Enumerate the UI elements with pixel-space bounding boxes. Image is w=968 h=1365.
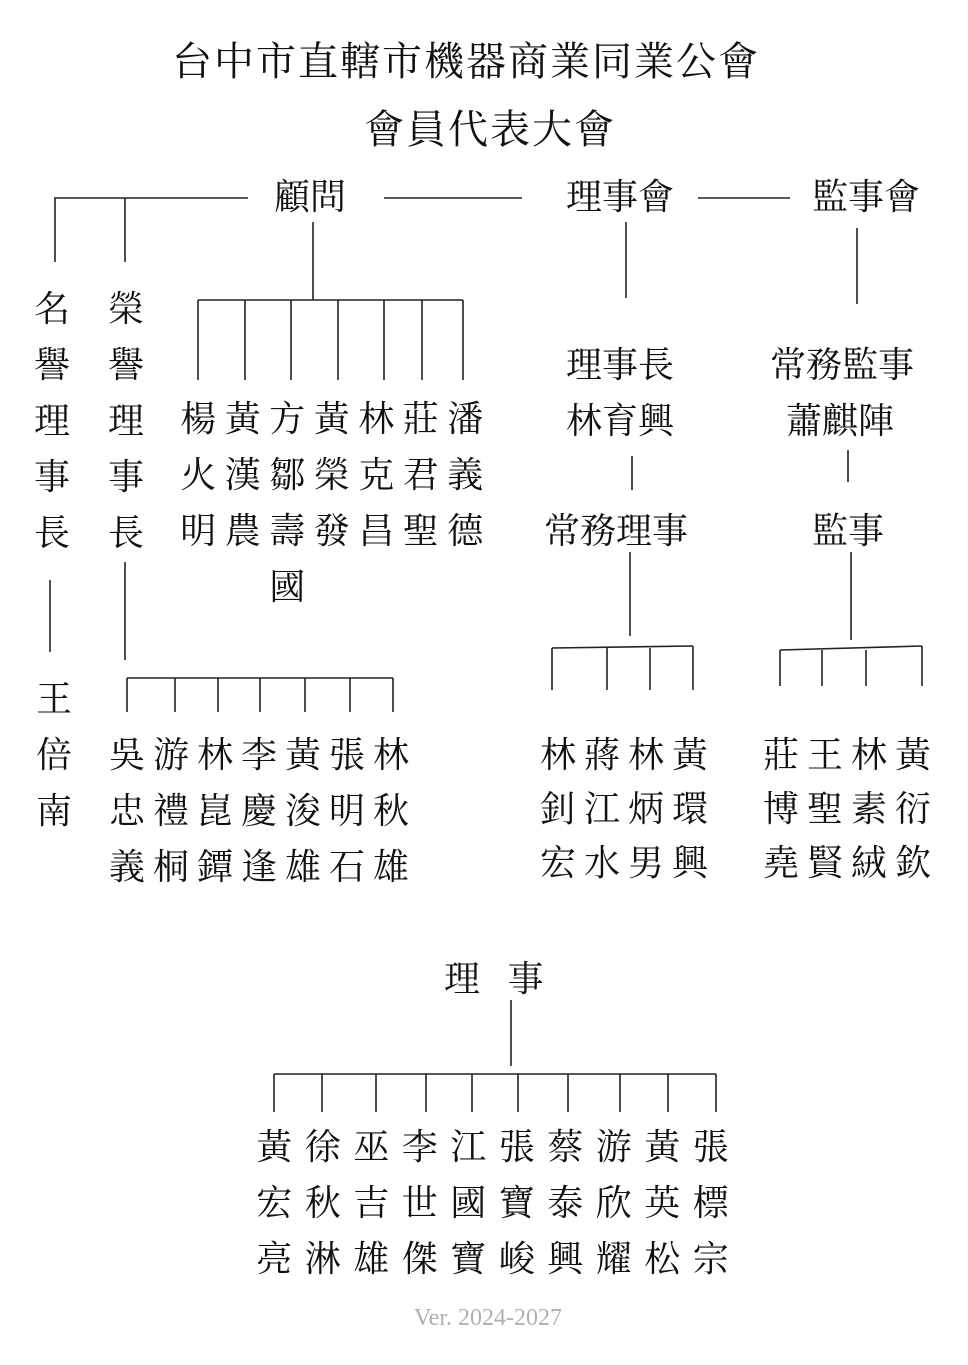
name-char: 游 — [595, 1127, 632, 1168]
name-column — [221, 399, 266, 626]
name-char: 雄 — [372, 847, 409, 888]
name-char: 亮 — [256, 1239, 293, 1280]
name-char: 雄 — [353, 1239, 390, 1280]
name-char: 壽 — [269, 511, 306, 552]
name-char: 克 — [358, 455, 395, 496]
name-char: 義 — [447, 455, 484, 496]
name-char: 莊 — [402, 399, 439, 440]
name-char: 黃 — [644, 1127, 681, 1168]
name-char: 漢 — [224, 455, 261, 496]
name-column — [399, 399, 444, 626]
standing-supervisor-name: 蕭麒陣 — [786, 401, 895, 442]
name-column — [624, 735, 668, 900]
name-char: 泰 — [547, 1183, 584, 1224]
chairman-name: 林育興 — [566, 401, 675, 442]
name-char: 蔡 — [547, 1127, 584, 1168]
name-char: 吉 — [353, 1183, 390, 1224]
name-char: 王 — [806, 735, 843, 776]
name-char: 淋 — [304, 1239, 341, 1280]
name-column — [536, 735, 580, 900]
name-char: 釗 — [539, 789, 576, 830]
name-column — [176, 399, 221, 626]
name-char: 桐 — [152, 847, 189, 888]
name-char: 徐 — [304, 1127, 341, 1168]
name-column — [580, 735, 624, 900]
name-char: 林 — [627, 735, 664, 776]
name-char: 君 — [402, 455, 439, 496]
name-column — [396, 1127, 445, 1298]
name-column — [354, 399, 399, 626]
name-char: 江 — [450, 1127, 487, 1168]
name-char: 環 — [671, 789, 708, 830]
advisor-node: 顧問 — [274, 177, 347, 218]
name-char: 宏 — [256, 1183, 293, 1224]
name-char: 林 — [372, 735, 409, 776]
chart-title-line2: 會員代表大會 — [364, 107, 616, 153]
name-char: 林 — [539, 735, 576, 776]
name-char: 黃 — [284, 735, 321, 776]
name-column — [444, 1127, 493, 1298]
chart-title-line1: 台中市直轄市機器商業同業公會 — [172, 39, 760, 85]
name-char: 衍 — [894, 789, 931, 830]
name-char: 素 — [850, 789, 887, 830]
standing-directors-names — [536, 735, 712, 900]
name-char: 慶 — [240, 791, 277, 832]
name-column — [668, 735, 712, 900]
name-char: 秋 — [372, 791, 409, 832]
name-column — [265, 399, 310, 626]
name-char: 李 — [240, 735, 277, 776]
name-char: 寶 — [450, 1239, 487, 1280]
name-char: 黃 — [894, 735, 931, 776]
name-column — [299, 1127, 348, 1298]
name-char: 明 — [180, 511, 217, 552]
name-column — [638, 1127, 687, 1298]
name-char: 昌 — [358, 511, 395, 552]
name-column — [891, 735, 935, 900]
name-char: 林 — [358, 399, 395, 440]
name-char: 博 — [762, 789, 799, 830]
name-char: 標 — [692, 1183, 729, 1224]
name-char: 賢 — [806, 843, 843, 884]
name-char: 堯 — [762, 843, 799, 884]
name-char: 忠 — [108, 791, 145, 832]
name-char: 李 — [401, 1127, 438, 1168]
name-char: 莊 — [762, 735, 799, 776]
name-char: 聖 — [806, 789, 843, 830]
name-char: 潘 — [447, 399, 484, 440]
honorary-chairman-title: 名 譽 理 事 長 — [34, 289, 71, 554]
standing-supervisor-title: 常務監事 — [770, 345, 915, 386]
name-char: 鄒 — [269, 455, 306, 496]
name-char: 峻 — [498, 1239, 535, 1280]
name-column — [493, 1127, 542, 1298]
name-column — [250, 1127, 299, 1298]
name-column — [193, 735, 237, 906]
name-char: 興 — [671, 843, 708, 884]
name-char: 蔣 — [583, 735, 620, 776]
name-char: 明 — [328, 791, 365, 832]
name-char: 巫 — [353, 1127, 390, 1168]
name-char: 張 — [692, 1127, 729, 1168]
name-char: 林 — [850, 735, 887, 776]
name-char: 榮 — [313, 455, 350, 496]
name-char: 農 — [224, 511, 261, 552]
name-column — [803, 735, 847, 900]
name-char: 英 — [644, 1183, 681, 1224]
name-char: 松 — [644, 1239, 681, 1280]
name-char: 國 — [269, 567, 306, 608]
supervisor-names — [759, 735, 935, 900]
name-column — [847, 735, 891, 900]
name-column — [325, 735, 369, 906]
directors-names — [250, 1127, 735, 1298]
name-char: 火 — [180, 455, 217, 496]
name-char: 宏 — [539, 843, 576, 884]
name-char: 國 — [450, 1183, 487, 1224]
directors-title: 理 事 — [444, 959, 552, 1000]
name-char: 炳 — [627, 789, 664, 830]
name-char: 黃 — [224, 399, 261, 440]
name-char: 石 — [328, 847, 365, 888]
name-column — [541, 1127, 590, 1298]
name-char: 方 — [269, 399, 306, 440]
name-char: 世 — [401, 1183, 438, 1224]
name-char: 鐔 — [196, 847, 233, 888]
name-char: 游 — [152, 735, 189, 776]
honorary-chairman-name: 王 倍 南 — [36, 679, 73, 832]
name-column — [347, 1127, 396, 1298]
name-char: 禮 — [152, 791, 189, 832]
name-column — [105, 735, 149, 906]
name-char: 江 — [583, 789, 620, 830]
version-label: Ver. 2024-2027 — [414, 1305, 562, 1331]
name-char: 聖 — [402, 511, 439, 552]
board-node: 理事會 — [566, 177, 675, 218]
name-char: 寶 — [498, 1183, 535, 1224]
name-column — [237, 735, 281, 906]
supervisors-node: 監事會 — [812, 177, 921, 218]
name-char: 崑 — [196, 791, 233, 832]
name-column — [310, 399, 355, 626]
name-column — [687, 1127, 736, 1298]
name-char: 黃 — [671, 735, 708, 776]
name-char: 水 — [583, 843, 620, 884]
name-char: 雄 — [284, 847, 321, 888]
standing-directors-title: 常務理事 — [544, 511, 689, 552]
name-char: 宗 — [692, 1239, 729, 1280]
name-char: 德 — [447, 511, 484, 552]
name-char: 欣 — [595, 1183, 632, 1224]
name-char: 林 — [196, 735, 233, 776]
name-char: 發 — [313, 511, 350, 552]
name-char: 逢 — [240, 847, 277, 888]
chairman-title: 理事長 — [566, 345, 675, 386]
name-column — [369, 735, 413, 906]
name-char: 絨 — [850, 843, 887, 884]
name-char: 吳 — [108, 735, 145, 776]
name-char: 欽 — [894, 843, 931, 884]
name-char: 張 — [498, 1127, 535, 1168]
emeritus-chairmen-names — [105, 735, 413, 906]
name-char: 傑 — [401, 1239, 438, 1280]
advisor-names — [176, 399, 488, 626]
emeritus-chairman-title: 榮 譽 理 事 長 — [108, 289, 145, 554]
name-char: 興 — [547, 1239, 584, 1280]
name-char: 楊 — [180, 399, 217, 440]
name-column — [759, 735, 803, 900]
name-char: 張 — [328, 735, 365, 776]
name-char: 義 — [108, 847, 145, 888]
name-column — [281, 735, 325, 906]
name-char: 黃 — [256, 1127, 293, 1168]
name-column — [590, 1127, 639, 1298]
name-char: 秋 — [304, 1183, 341, 1224]
name-char: 黃 — [313, 399, 350, 440]
supervisors-title: 監事 — [812, 511, 885, 552]
name-char: 浚 — [284, 791, 321, 832]
name-column — [443, 399, 488, 626]
name-column — [149, 735, 193, 906]
name-char: 男 — [627, 843, 664, 884]
name-char: 耀 — [595, 1239, 632, 1280]
